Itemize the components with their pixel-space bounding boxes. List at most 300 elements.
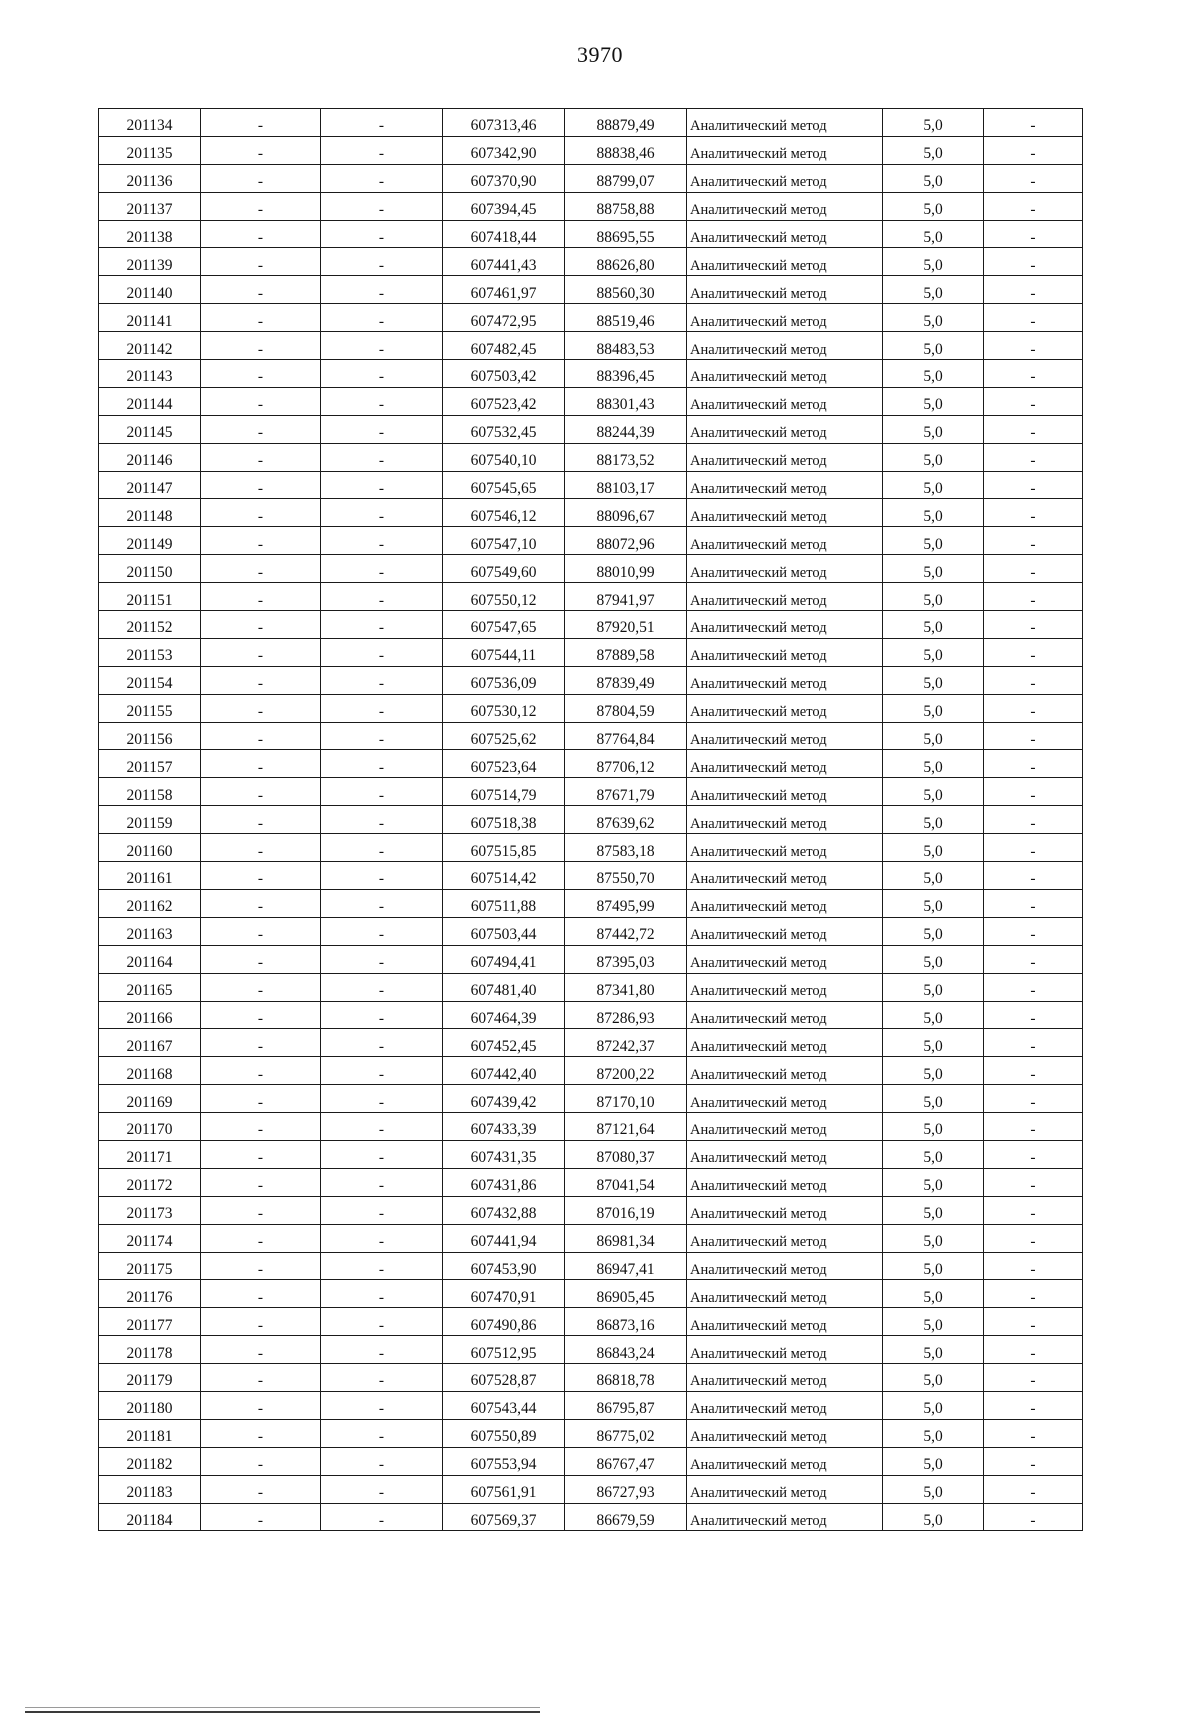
y-coordinate-cell: 87395,03 (565, 945, 687, 973)
empty-cell-b: - (321, 1029, 443, 1057)
empty-cell-a: - (201, 889, 321, 917)
empty-cell-a: - (201, 1029, 321, 1057)
method-cell: Аналитический метод (687, 583, 883, 611)
accuracy-cell: 5,0 (883, 1168, 984, 1196)
table-row (99, 527, 1083, 555)
table-row (99, 806, 1083, 834)
method-cell: Аналитический метод (687, 555, 883, 583)
empty-cell-c: - (984, 1336, 1083, 1364)
point-number-cell: 201178 (99, 1336, 201, 1364)
empty-cell-a: - (201, 1057, 321, 1085)
accuracy-cell: 5,0 (883, 1475, 984, 1503)
table-row (99, 109, 1083, 137)
method-cell: Аналитический метод (687, 248, 883, 276)
point-number-cell: 201177 (99, 1308, 201, 1336)
y-coordinate-cell: 87583,18 (565, 834, 687, 862)
empty-cell-b: - (321, 332, 443, 360)
x-coordinate-cell: 607547,65 (443, 611, 565, 639)
y-coordinate-cell: 88244,39 (565, 415, 687, 443)
x-coordinate-cell: 607543,44 (443, 1391, 565, 1419)
point-number-cell: 201176 (99, 1280, 201, 1308)
x-coordinate-cell: 607532,45 (443, 415, 565, 443)
x-coordinate-cell: 607461,97 (443, 276, 565, 304)
table-row (99, 611, 1083, 639)
empty-cell-c: - (984, 862, 1083, 890)
y-coordinate-cell: 88560,30 (565, 276, 687, 304)
table-row (99, 750, 1083, 778)
point-number-cell: 201135 (99, 136, 201, 164)
method-cell: Аналитический метод (687, 1057, 883, 1085)
x-coordinate-cell: 607464,39 (443, 1001, 565, 1029)
empty-cell-b: - (321, 1308, 443, 1336)
empty-cell-b: - (321, 136, 443, 164)
x-coordinate-cell: 607515,85 (443, 834, 565, 862)
method-cell: Аналитический метод (687, 220, 883, 248)
method-cell: Аналитический метод (687, 1280, 883, 1308)
x-coordinate-cell: 607523,64 (443, 750, 565, 778)
x-coordinate-cell: 607511,88 (443, 889, 565, 917)
y-coordinate-cell: 87920,51 (565, 611, 687, 639)
accuracy-cell: 5,0 (883, 778, 984, 806)
method-cell: Аналитический метод (687, 694, 883, 722)
empty-cell-c: - (984, 722, 1083, 750)
method-cell: Аналитический метод (687, 862, 883, 890)
accuracy-cell: 5,0 (883, 192, 984, 220)
accuracy-cell: 5,0 (883, 443, 984, 471)
y-coordinate-cell: 87941,97 (565, 583, 687, 611)
y-coordinate-cell: 87839,49 (565, 666, 687, 694)
empty-cell-a: - (201, 248, 321, 276)
table-row (99, 917, 1083, 945)
method-cell: Аналитический метод (687, 945, 883, 973)
point-number-cell: 201181 (99, 1419, 201, 1447)
point-number-cell: 201162 (99, 889, 201, 917)
table-row (99, 499, 1083, 527)
empty-cell-b: - (321, 1364, 443, 1392)
table-row (99, 1503, 1083, 1531)
y-coordinate-cell: 88799,07 (565, 164, 687, 192)
accuracy-cell: 5,0 (883, 276, 984, 304)
table-row (99, 1308, 1083, 1336)
point-number-cell: 201150 (99, 555, 201, 583)
y-coordinate-cell: 86767,47 (565, 1447, 687, 1475)
point-number-cell: 201139 (99, 248, 201, 276)
point-number-cell: 201154 (99, 666, 201, 694)
x-coordinate-cell: 607546,12 (443, 499, 565, 527)
method-cell: Аналитический метод (687, 973, 883, 1001)
x-coordinate-cell: 607439,42 (443, 1085, 565, 1113)
empty-cell-c: - (984, 1503, 1083, 1531)
empty-cell-b: - (321, 722, 443, 750)
empty-cell-c: - (984, 694, 1083, 722)
table-row (99, 862, 1083, 890)
table-row (99, 1224, 1083, 1252)
empty-cell-c: - (984, 750, 1083, 778)
empty-cell-b: - (321, 471, 443, 499)
y-coordinate-cell: 87804,59 (565, 694, 687, 722)
y-coordinate-cell: 88758,88 (565, 192, 687, 220)
x-coordinate-cell: 607418,44 (443, 220, 565, 248)
empty-cell-a: - (201, 973, 321, 1001)
point-number-cell: 201143 (99, 360, 201, 388)
table-row (99, 834, 1083, 862)
method-cell: Аналитический метод (687, 443, 883, 471)
empty-cell-c: - (984, 917, 1083, 945)
method-cell: Аналитический метод (687, 1224, 883, 1252)
x-coordinate-cell: 607431,86 (443, 1168, 565, 1196)
accuracy-cell: 5,0 (883, 499, 984, 527)
y-coordinate-cell: 87242,37 (565, 1029, 687, 1057)
empty-cell-b: - (321, 192, 443, 220)
bottom-rule (25, 1711, 540, 1713)
empty-cell-b: - (321, 778, 443, 806)
coordinates-table (98, 108, 1083, 1531)
accuracy-cell: 5,0 (883, 917, 984, 945)
x-coordinate-cell: 607550,89 (443, 1419, 565, 1447)
y-coordinate-cell: 88626,80 (565, 248, 687, 276)
accuracy-cell: 5,0 (883, 722, 984, 750)
y-coordinate-cell: 87286,93 (565, 1001, 687, 1029)
y-coordinate-cell: 87550,70 (565, 862, 687, 890)
table-row (99, 1057, 1083, 1085)
x-coordinate-cell: 607550,12 (443, 583, 565, 611)
x-coordinate-cell: 607512,95 (443, 1336, 565, 1364)
table-row (99, 471, 1083, 499)
point-number-cell: 201155 (99, 694, 201, 722)
accuracy-cell: 5,0 (883, 248, 984, 276)
accuracy-cell: 5,0 (883, 164, 984, 192)
method-cell: Аналитический метод (687, 666, 883, 694)
empty-cell-a: - (201, 332, 321, 360)
method-cell: Аналитический метод (687, 304, 883, 332)
empty-cell-b: - (321, 527, 443, 555)
accuracy-cell: 5,0 (883, 1419, 984, 1447)
accuracy-cell: 5,0 (883, 415, 984, 443)
table-row (99, 555, 1083, 583)
point-number-cell: 201159 (99, 806, 201, 834)
empty-cell-c: - (984, 136, 1083, 164)
empty-cell-c: - (984, 1475, 1083, 1503)
point-number-cell: 201182 (99, 1447, 201, 1475)
empty-cell-a: - (201, 1085, 321, 1113)
empty-cell-c: - (984, 1280, 1083, 1308)
method-cell: Аналитический метод (687, 778, 883, 806)
empty-cell-b: - (321, 387, 443, 415)
empty-cell-a: - (201, 1001, 321, 1029)
empty-cell-a: - (201, 1364, 321, 1392)
empty-cell-c: - (984, 1419, 1083, 1447)
point-number-cell: 201173 (99, 1196, 201, 1224)
method-cell: Аналитический метод (687, 1447, 883, 1475)
table-row (99, 638, 1083, 666)
method-cell: Аналитический метод (687, 1336, 883, 1364)
empty-cell-a: - (201, 611, 321, 639)
y-coordinate-cell: 88519,46 (565, 304, 687, 332)
empty-cell-b: - (321, 304, 443, 332)
accuracy-cell: 5,0 (883, 1224, 984, 1252)
empty-cell-c: - (984, 527, 1083, 555)
y-coordinate-cell: 88838,46 (565, 136, 687, 164)
accuracy-cell: 5,0 (883, 806, 984, 834)
empty-cell-c: - (984, 387, 1083, 415)
table-row (99, 1364, 1083, 1392)
accuracy-cell: 5,0 (883, 945, 984, 973)
x-coordinate-cell: 607481,40 (443, 973, 565, 1001)
bottom-rule-thin (25, 1707, 540, 1708)
table-row (99, 1475, 1083, 1503)
y-coordinate-cell: 88483,53 (565, 332, 687, 360)
x-coordinate-cell: 607503,42 (443, 360, 565, 388)
table-row (99, 276, 1083, 304)
empty-cell-b: - (321, 164, 443, 192)
empty-cell-b: - (321, 443, 443, 471)
table-row (99, 1252, 1083, 1280)
empty-cell-c: - (984, 778, 1083, 806)
empty-cell-c: - (984, 1113, 1083, 1141)
point-number-cell: 201134 (99, 109, 201, 137)
empty-cell-b: - (321, 1475, 443, 1503)
empty-cell-c: - (984, 583, 1083, 611)
accuracy-cell: 5,0 (883, 1308, 984, 1336)
accuracy-cell: 5,0 (883, 332, 984, 360)
accuracy-cell: 5,0 (883, 638, 984, 666)
empty-cell-b: - (321, 889, 443, 917)
method-cell: Аналитический метод (687, 1503, 883, 1531)
empty-cell-c: - (984, 1364, 1083, 1392)
table-row (99, 694, 1083, 722)
empty-cell-a: - (201, 638, 321, 666)
y-coordinate-cell: 86818,78 (565, 1364, 687, 1392)
table-row (99, 778, 1083, 806)
y-coordinate-cell: 86873,16 (565, 1308, 687, 1336)
x-coordinate-cell: 607370,90 (443, 164, 565, 192)
empty-cell-a: - (201, 220, 321, 248)
empty-cell-c: - (984, 304, 1083, 332)
empty-cell-c: - (984, 1140, 1083, 1168)
point-number-cell: 201166 (99, 1001, 201, 1029)
table-row (99, 220, 1083, 248)
accuracy-cell: 5,0 (883, 304, 984, 332)
point-number-cell: 201174 (99, 1224, 201, 1252)
accuracy-cell: 5,0 (883, 583, 984, 611)
point-number-cell: 201158 (99, 778, 201, 806)
x-coordinate-cell: 607523,42 (443, 387, 565, 415)
table-row (99, 192, 1083, 220)
method-cell: Аналитический метод (687, 1113, 883, 1141)
y-coordinate-cell: 88301,43 (565, 387, 687, 415)
x-coordinate-cell: 607569,37 (443, 1503, 565, 1531)
x-coordinate-cell: 607433,39 (443, 1113, 565, 1141)
empty-cell-b: - (321, 276, 443, 304)
accuracy-cell: 5,0 (883, 1252, 984, 1280)
table-row (99, 248, 1083, 276)
method-cell: Аналитический метод (687, 387, 883, 415)
empty-cell-b: - (321, 945, 443, 973)
y-coordinate-cell: 88396,45 (565, 360, 687, 388)
y-coordinate-cell: 88173,52 (565, 443, 687, 471)
empty-cell-c: - (984, 666, 1083, 694)
point-number-cell: 201163 (99, 917, 201, 945)
y-coordinate-cell: 87170,10 (565, 1085, 687, 1113)
y-coordinate-cell: 87639,62 (565, 806, 687, 834)
empty-cell-b: - (321, 220, 443, 248)
method-cell: Аналитический метод (687, 889, 883, 917)
point-number-cell: 201151 (99, 583, 201, 611)
accuracy-cell: 5,0 (883, 1364, 984, 1392)
x-coordinate-cell: 607453,90 (443, 1252, 565, 1280)
empty-cell-a: - (201, 917, 321, 945)
method-cell: Аналитический метод (687, 1085, 883, 1113)
empty-cell-a: - (201, 387, 321, 415)
accuracy-cell: 5,0 (883, 555, 984, 583)
empty-cell-b: - (321, 1140, 443, 1168)
empty-cell-a: - (201, 834, 321, 862)
empty-cell-c: - (984, 973, 1083, 1001)
x-coordinate-cell: 607549,60 (443, 555, 565, 583)
accuracy-cell: 5,0 (883, 387, 984, 415)
method-cell: Аналитический метод (687, 332, 883, 360)
accuracy-cell: 5,0 (883, 750, 984, 778)
method-cell: Аналитический метод (687, 611, 883, 639)
empty-cell-a: - (201, 1391, 321, 1419)
method-cell: Аналитический метод (687, 834, 883, 862)
y-coordinate-cell: 88879,49 (565, 109, 687, 137)
accuracy-cell: 5,0 (883, 1029, 984, 1057)
table-row (99, 304, 1083, 332)
accuracy-cell: 5,0 (883, 220, 984, 248)
empty-cell-c: - (984, 1252, 1083, 1280)
table-row (99, 973, 1083, 1001)
empty-cell-a: - (201, 276, 321, 304)
empty-cell-c: - (984, 945, 1083, 973)
y-coordinate-cell: 88072,96 (565, 527, 687, 555)
empty-cell-b: - (321, 1057, 443, 1085)
y-coordinate-cell: 87200,22 (565, 1057, 687, 1085)
empty-cell-b: - (321, 694, 443, 722)
x-coordinate-cell: 607514,79 (443, 778, 565, 806)
empty-cell-a: - (201, 527, 321, 555)
empty-cell-c: - (984, 443, 1083, 471)
point-number-cell: 201170 (99, 1113, 201, 1141)
point-number-cell: 201157 (99, 750, 201, 778)
empty-cell-c: - (984, 834, 1083, 862)
empty-cell-a: - (201, 443, 321, 471)
empty-cell-b: - (321, 499, 443, 527)
y-coordinate-cell: 86795,87 (565, 1391, 687, 1419)
table-row (99, 360, 1083, 388)
x-coordinate-cell: 607544,11 (443, 638, 565, 666)
method-cell: Аналитический метод (687, 1364, 883, 1392)
point-number-cell: 201145 (99, 415, 201, 443)
point-number-cell: 201175 (99, 1252, 201, 1280)
y-coordinate-cell: 86981,34 (565, 1224, 687, 1252)
empty-cell-c: - (984, 1196, 1083, 1224)
empty-cell-c: - (984, 415, 1083, 443)
method-cell: Аналитический метод (687, 917, 883, 945)
empty-cell-b: - (321, 638, 443, 666)
point-number-cell: 201165 (99, 973, 201, 1001)
empty-cell-a: - (201, 1503, 321, 1531)
table-row (99, 415, 1083, 443)
method-cell: Аналитический метод (687, 192, 883, 220)
point-number-cell: 201160 (99, 834, 201, 862)
empty-cell-a: - (201, 945, 321, 973)
y-coordinate-cell: 87495,99 (565, 889, 687, 917)
method-cell: Аналитический метод (687, 1252, 883, 1280)
method-cell: Аналитический метод (687, 1029, 883, 1057)
y-coordinate-cell: 86775,02 (565, 1419, 687, 1447)
accuracy-cell: 5,0 (883, 360, 984, 388)
x-coordinate-cell: 607431,35 (443, 1140, 565, 1168)
table-row (99, 1280, 1083, 1308)
empty-cell-b: - (321, 1085, 443, 1113)
table-row (99, 889, 1083, 917)
method-cell: Аналитический метод (687, 1196, 883, 1224)
empty-cell-a: - (201, 304, 321, 332)
x-coordinate-cell: 607452,45 (443, 1029, 565, 1057)
empty-cell-b: - (321, 1336, 443, 1364)
y-coordinate-cell: 87671,79 (565, 778, 687, 806)
accuracy-cell: 5,0 (883, 1447, 984, 1475)
x-coordinate-cell: 607441,94 (443, 1224, 565, 1252)
empty-cell-b: - (321, 806, 443, 834)
accuracy-cell: 5,0 (883, 834, 984, 862)
y-coordinate-cell: 87706,12 (565, 750, 687, 778)
point-number-cell: 201149 (99, 527, 201, 555)
point-number-cell: 201138 (99, 220, 201, 248)
y-coordinate-cell: 86947,41 (565, 1252, 687, 1280)
empty-cell-b: - (321, 834, 443, 862)
empty-cell-b: - (321, 1447, 443, 1475)
empty-cell-b: - (321, 1113, 443, 1141)
empty-cell-b: - (321, 973, 443, 1001)
empty-cell-c: - (984, 1057, 1083, 1085)
point-number-cell: 201168 (99, 1057, 201, 1085)
empty-cell-a: - (201, 778, 321, 806)
empty-cell-b: - (321, 1224, 443, 1252)
table-row (99, 1085, 1083, 1113)
x-coordinate-cell: 607545,65 (443, 471, 565, 499)
accuracy-cell: 5,0 (883, 1280, 984, 1308)
x-coordinate-cell: 607432,88 (443, 1196, 565, 1224)
empty-cell-a: - (201, 1280, 321, 1308)
accuracy-cell: 5,0 (883, 1336, 984, 1364)
table-row (99, 722, 1083, 750)
table-row (99, 1447, 1083, 1475)
empty-cell-c: - (984, 1224, 1083, 1252)
empty-cell-c: - (984, 164, 1083, 192)
y-coordinate-cell: 87442,72 (565, 917, 687, 945)
point-number-cell: 201164 (99, 945, 201, 973)
empty-cell-c: - (984, 360, 1083, 388)
empty-cell-a: - (201, 136, 321, 164)
empty-cell-c: - (984, 1085, 1083, 1113)
table-row (99, 1113, 1083, 1141)
empty-cell-b: - (321, 862, 443, 890)
method-cell: Аналитический метод (687, 471, 883, 499)
empty-cell-b: - (321, 360, 443, 388)
x-coordinate-cell: 607530,12 (443, 694, 565, 722)
x-coordinate-cell: 607518,38 (443, 806, 565, 834)
empty-cell-a: - (201, 1447, 321, 1475)
empty-cell-c: - (984, 471, 1083, 499)
empty-cell-a: - (201, 360, 321, 388)
point-number-cell: 201184 (99, 1503, 201, 1531)
table-row (99, 1140, 1083, 1168)
method-cell: Аналитический метод (687, 415, 883, 443)
x-coordinate-cell: 607313,46 (443, 109, 565, 137)
empty-cell-c: - (984, 332, 1083, 360)
